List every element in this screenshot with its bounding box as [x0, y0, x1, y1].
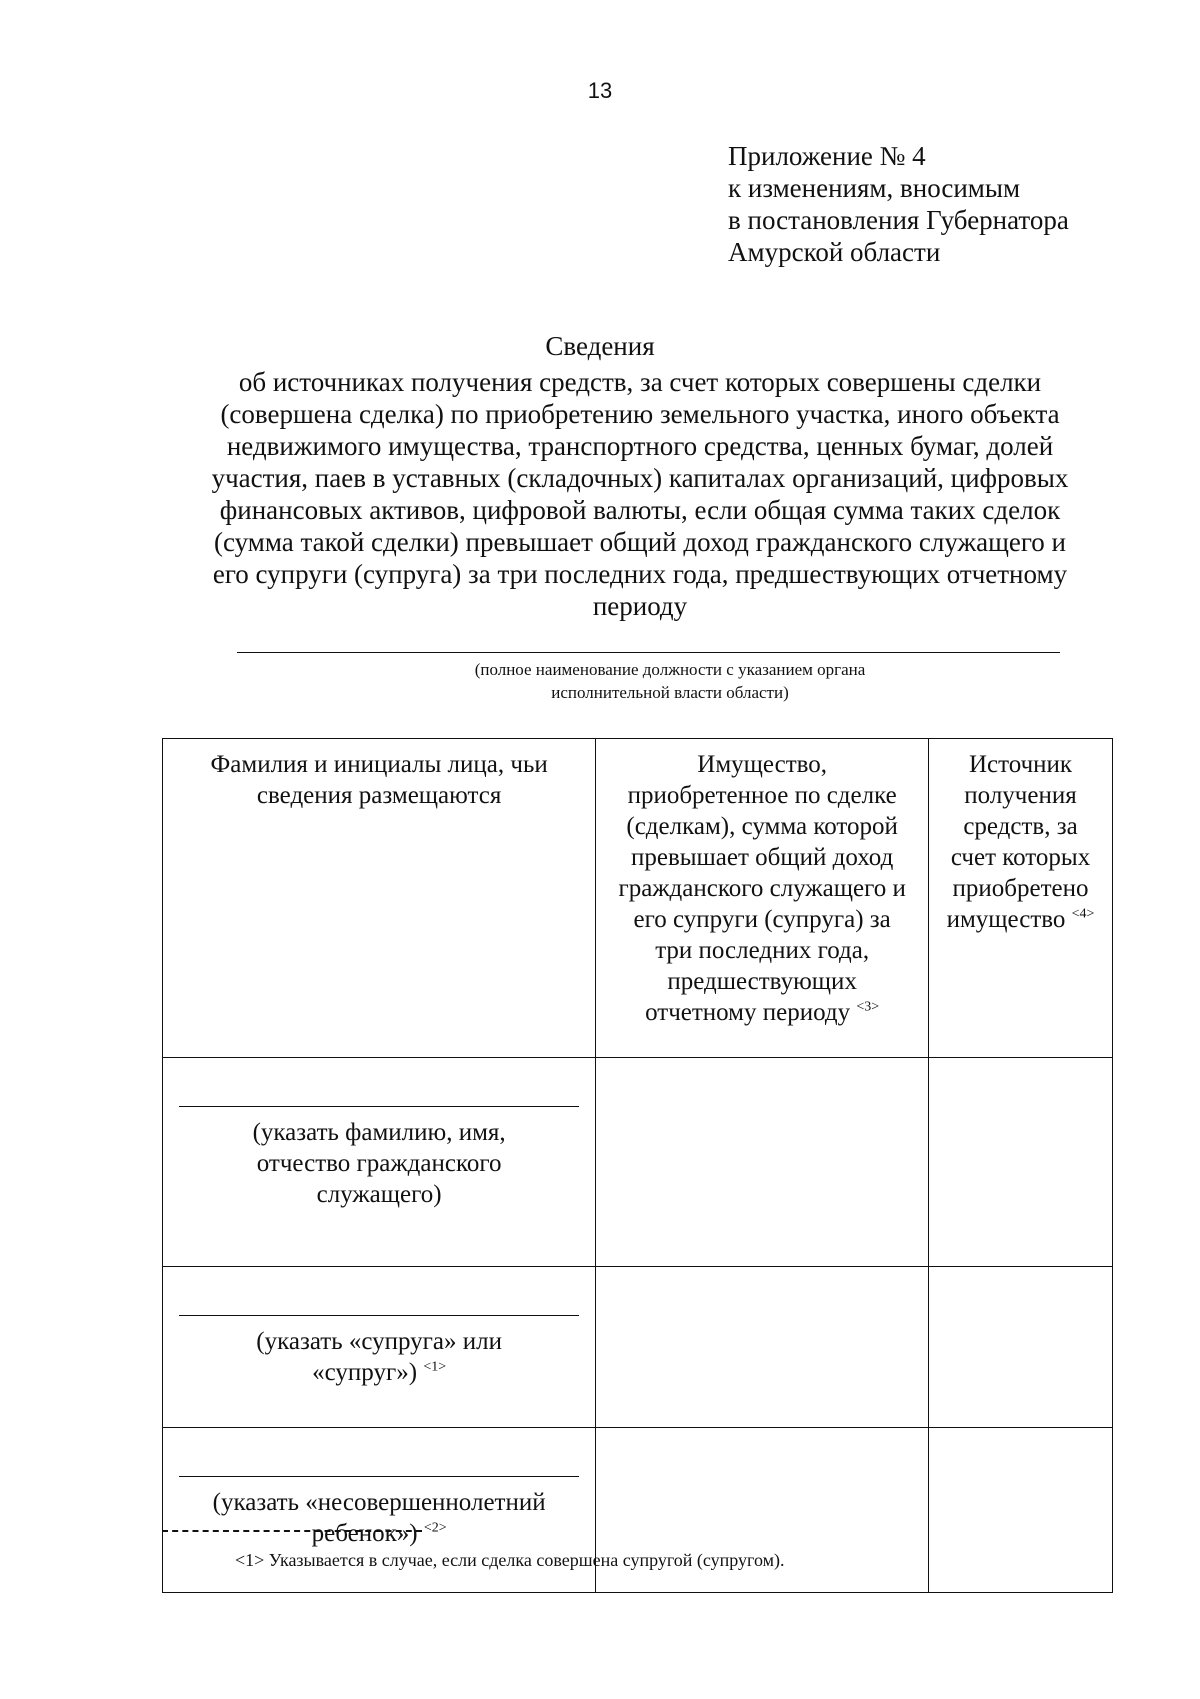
header-line: средств, за [963, 813, 1078, 840]
header-line-text: отчетному периоду [645, 999, 851, 1026]
footnote-ref: <1> [423, 1359, 447, 1375]
property-cell[interactable] [596, 1267, 929, 1428]
subtitle-line: (сумма такой сделки) превышает общий доход гражданского служащего и [214, 527, 1066, 557]
appendix-line: Приложение № 4 [728, 141, 926, 171]
person-cell [163, 1267, 596, 1428]
subtitle-line: недвижимого имущества, транспортного средства, ценных бумаг, долей [226, 431, 1054, 461]
header-line [602, 997, 922, 1028]
page-number: 13 [587, 78, 613, 103]
header-person [163, 739, 596, 1058]
header-line: счет которых [950, 844, 1091, 871]
cell-line-text: «супруг») [312, 1359, 418, 1386]
cell-line: служащего) [316, 1181, 442, 1208]
header-line: предшествующих [667, 968, 857, 995]
footnote-ref: <2> [423, 1520, 447, 1536]
subtitle-line: об источниках получения средств, за счет которых совершены сделки [238, 367, 1042, 397]
position-fill-line [237, 652, 1060, 653]
header-line: Источник [968, 751, 1073, 778]
footnote-text: <1> Указывается в случае, если сделка совершена супругой (супругом). [235, 1550, 785, 1570]
source-cell[interactable] [929, 1267, 1113, 1428]
cell-line: отчество гражданского [256, 1150, 502, 1177]
property-cell[interactable] [596, 1058, 929, 1267]
header-line: превышает общий доход [630, 844, 894, 871]
header-line: (сделкам), сумма которой [626, 813, 898, 840]
cell-line [169, 1518, 589, 1549]
info-table [162, 738, 1113, 1593]
name-fill-line[interactable] [179, 1106, 579, 1107]
appendix-line: к изменениям, вносимым [728, 173, 1021, 203]
header-line: Фамилия и инициалы лица, чьи [210, 751, 548, 778]
person-cell [163, 1058, 596, 1267]
caption-line: (полное наименование должности с указанием органа [474, 660, 866, 679]
cell-line: (указать «несовершеннолетний [212, 1489, 546, 1516]
subtitle-line: его супруги (супруга) за три последних года, предшествующих отчетному [212, 559, 1068, 589]
footnote-separator [162, 1530, 422, 1532]
table-row [163, 1267, 1113, 1428]
header-line: приобретенное по сделке [627, 782, 897, 809]
header-line: гражданского служащего и [618, 875, 906, 902]
source-cell[interactable] [929, 1428, 1113, 1593]
document-subtitle [185, 366, 1095, 622]
caption-line: исполнительной власти области) [551, 683, 789, 702]
document-title: Сведения [545, 331, 655, 361]
cell-line: (указать фамилию, имя, [252, 1119, 506, 1146]
table-header-row [163, 739, 1113, 1058]
subtitle-line: участия, паев в уставных (складочных) капиталах организаций, цифровых [211, 463, 1069, 493]
appendix-line: Амурской области [728, 237, 941, 267]
appendix-block [728, 140, 1069, 268]
position-caption [400, 658, 940, 704]
header-line-text: имущество [946, 906, 1066, 933]
header-source [929, 739, 1113, 1058]
table-row [163, 1058, 1113, 1267]
header-line: его супруги (супруга) за [633, 906, 891, 933]
appendix-line: в постановления Губернатора [728, 205, 1069, 235]
header-line: Имущество, [697, 751, 828, 778]
name-fill-line[interactable] [179, 1476, 579, 1477]
header-line [935, 904, 1106, 935]
header-line: получения [964, 782, 1077, 809]
cell-line: (указать «супруга» или [256, 1328, 502, 1355]
name-fill-line[interactable] [179, 1315, 579, 1316]
footnote-ref: <3> [856, 999, 880, 1015]
subtitle-line: периоду [592, 591, 688, 621]
header-line: приобретено [952, 875, 1089, 902]
header-line: три последних года, [655, 937, 870, 964]
source-cell[interactable] [929, 1058, 1113, 1267]
cell-line-text: ребенок») [311, 1520, 418, 1547]
subtitle-line: (совершена сделка) по приобретению земельного участка, иного объекта [220, 399, 1060, 429]
header-property [596, 739, 929, 1058]
subtitle-line: финансовых активов, цифровой валюты, если общая сумма таких сделок [219, 495, 1061, 525]
footnote-ref: <4> [1071, 906, 1095, 922]
cell-line [169, 1357, 589, 1388]
header-line: сведения размещаются [256, 782, 502, 809]
